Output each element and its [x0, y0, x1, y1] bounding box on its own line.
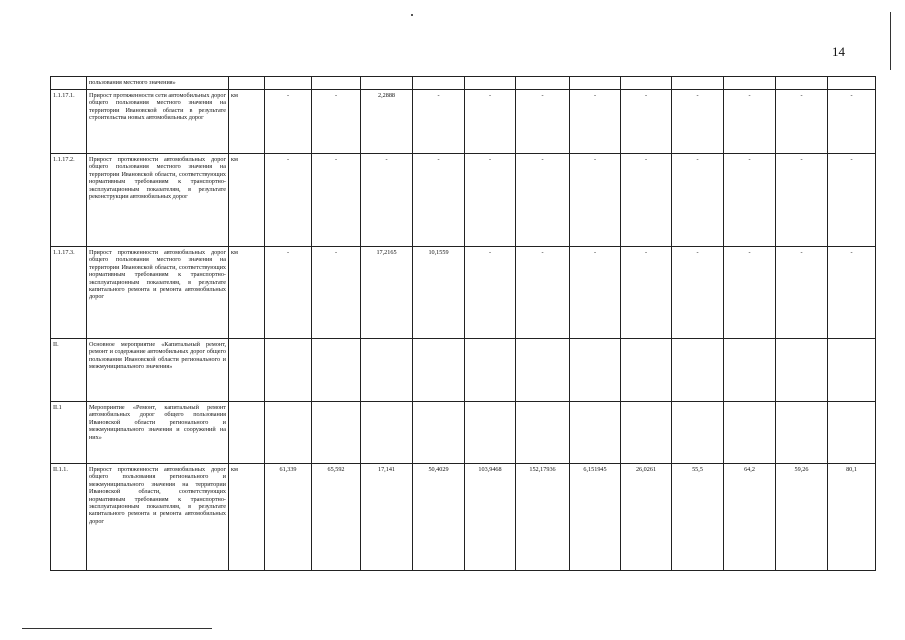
indicators-table — [50, 76, 905, 571]
value-cell — [828, 77, 876, 90]
value-cell: - — [621, 90, 672, 154]
value-cell — [465, 339, 516, 402]
value-cell: - — [312, 247, 361, 339]
value-cell — [828, 339, 876, 402]
value-cell: - — [516, 247, 570, 339]
value-cell — [570, 339, 621, 402]
row-number-cell: 1.1.17.2. — [51, 154, 87, 247]
value-cell — [465, 77, 516, 90]
value-cell: - — [724, 154, 776, 247]
value-cell — [724, 339, 776, 402]
value-cell — [828, 402, 876, 464]
table-row — [51, 464, 905, 571]
value-cell: 6,151945 — [570, 464, 621, 571]
value-cell — [312, 339, 361, 402]
value-cell: - — [776, 90, 828, 154]
unit-cell: км — [229, 90, 265, 154]
value-cell: - — [621, 154, 672, 247]
value-cell — [413, 77, 465, 90]
value-cell: 59,26 — [776, 464, 828, 571]
value-cell — [312, 77, 361, 90]
value-cell — [724, 77, 776, 90]
value-cell: 103,9468 — [465, 464, 516, 571]
value-cell — [570, 77, 621, 90]
indicator-description-cell: Прирост протяженности автомобильных дорог общего пользования местного значения на территории Ивановской области, соответствующих нормативным требованиям к транспортно-эксплуатационным показателям, в результате реконструкции автомобильных дорог — [87, 154, 229, 247]
value-cell: - — [413, 154, 465, 247]
value-cell: - — [570, 90, 621, 154]
value-cell: - — [265, 90, 312, 154]
indicator-description-cell: Прирост протяженности сети автомобильных дорог общего пользования местного значения на территории Ивановской области в результате строительства новых автомобильных дорог — [87, 90, 229, 154]
table-row — [51, 90, 905, 154]
table-row — [51, 402, 905, 464]
value-cell — [413, 339, 465, 402]
value-cell — [265, 402, 312, 464]
value-cell: - — [312, 154, 361, 247]
indicator-description-cell: Мероприятие «Ремонт, капитальный ремонт автомобильных дорог общего пользования Ивановской области регионального и межмуниципального значения и сооружений на них» — [87, 402, 229, 464]
value-cell — [672, 77, 724, 90]
value-cell: - — [828, 247, 876, 339]
value-cell — [621, 339, 672, 402]
value-cell: 17,141 — [361, 464, 413, 571]
value-cell: - — [776, 247, 828, 339]
value-cell: - — [361, 154, 413, 247]
unit-cell: км — [229, 464, 265, 571]
value-cell — [621, 402, 672, 464]
value-cell: - — [465, 154, 516, 247]
value-cell — [776, 339, 828, 402]
value-cell: - — [672, 154, 724, 247]
unit-cell — [229, 339, 265, 402]
value-cell: 50,4029 — [413, 464, 465, 571]
value-cell — [265, 339, 312, 402]
indicator-description-cell: Прирост протяженности автомобильных дорог общего пользования местного значения на территории Ивановской области, соответствующих нормативным требованиям к транспортно-эксплуатационным показателям, в результате капитального ремонта и ремонта автомобильных дорог — [87, 247, 229, 339]
value-cell — [516, 402, 570, 464]
value-cell: - — [413, 90, 465, 154]
value-cell — [724, 402, 776, 464]
row-number-cell: II. — [51, 339, 87, 402]
value-cell — [570, 402, 621, 464]
value-cell: 17,2165 — [361, 247, 413, 339]
value-cell: 61,339 — [265, 464, 312, 571]
value-cell: - — [672, 247, 724, 339]
table-row — [51, 77, 905, 90]
value-cell: - — [265, 154, 312, 247]
value-cell: - — [465, 247, 516, 339]
unit-cell: км — [229, 154, 265, 247]
page-edge-line — [890, 12, 891, 70]
value-cell — [361, 339, 413, 402]
value-cell — [672, 339, 724, 402]
value-cell — [516, 77, 570, 90]
value-cell: 10,1559 — [413, 247, 465, 339]
row-number-cell: 1.1.17.1. — [51, 90, 87, 154]
table-body — [51, 77, 905, 571]
row-number-cell: 1.1.17.3. — [51, 247, 87, 339]
value-cell: - — [776, 154, 828, 247]
value-cell — [621, 77, 672, 90]
value-cell: - — [672, 90, 724, 154]
value-cell: - — [724, 90, 776, 154]
value-cell — [776, 77, 828, 90]
value-cell: 64,2 — [724, 464, 776, 571]
value-cell — [465, 402, 516, 464]
table-row — [51, 154, 905, 247]
footnote-rule — [22, 628, 212, 629]
value-cell: - — [828, 90, 876, 154]
value-cell — [361, 77, 413, 90]
table-row — [51, 339, 905, 402]
value-cell — [776, 402, 828, 464]
value-cell: - — [265, 247, 312, 339]
row-number-cell: II.1 — [51, 402, 87, 464]
value-cell — [516, 339, 570, 402]
value-cell: 55,5 — [672, 464, 724, 571]
value-cell: - — [570, 247, 621, 339]
value-cell — [265, 77, 312, 90]
value-cell — [312, 402, 361, 464]
unit-cell: км — [229, 247, 265, 339]
value-cell — [672, 402, 724, 464]
value-cell: - — [516, 90, 570, 154]
value-cell: - — [724, 247, 776, 339]
row-number-cell — [51, 77, 87, 90]
indicator-description-cell: Основное мероприятие «Капитальный ремонт, ремонт и содержание автомобильных дорог общего пользования Ивановской области регионального и межмуниципального значения» — [87, 339, 229, 402]
value-cell: 65,592 — [312, 464, 361, 571]
indicator-description-cell: Прирост протяженности автомобильных дорог общего пользования регионального и межмуниципального значения на территории Ивановской области, соответствующих нормативным требованиям к транспортно-эксплуатационным показателям, в результате капитального ремонта и ремонта автомобильных дорог — [87, 464, 229, 571]
row-number-cell: II.1.1. — [51, 464, 87, 571]
page-number: 14 — [832, 44, 845, 59]
table-row — [51, 247, 905, 339]
unit-cell — [229, 77, 265, 90]
unit-cell — [229, 402, 265, 464]
indicator-description-cell: пользования местного значения» — [87, 77, 229, 90]
value-cell: - — [312, 90, 361, 154]
value-cell: - — [516, 154, 570, 247]
value-cell: - — [828, 154, 876, 247]
value-cell — [413, 402, 465, 464]
value-cell: - — [570, 154, 621, 247]
value-cell: 80,1 — [828, 464, 876, 571]
value-cell: - — [465, 90, 516, 154]
value-cell: - — [621, 247, 672, 339]
value-cell: 26,0261 — [621, 464, 672, 571]
value-cell: 152,17936 — [516, 464, 570, 571]
value-cell — [361, 402, 413, 464]
value-cell: 2,2888 — [361, 90, 413, 154]
scan-speck — [411, 14, 413, 16]
